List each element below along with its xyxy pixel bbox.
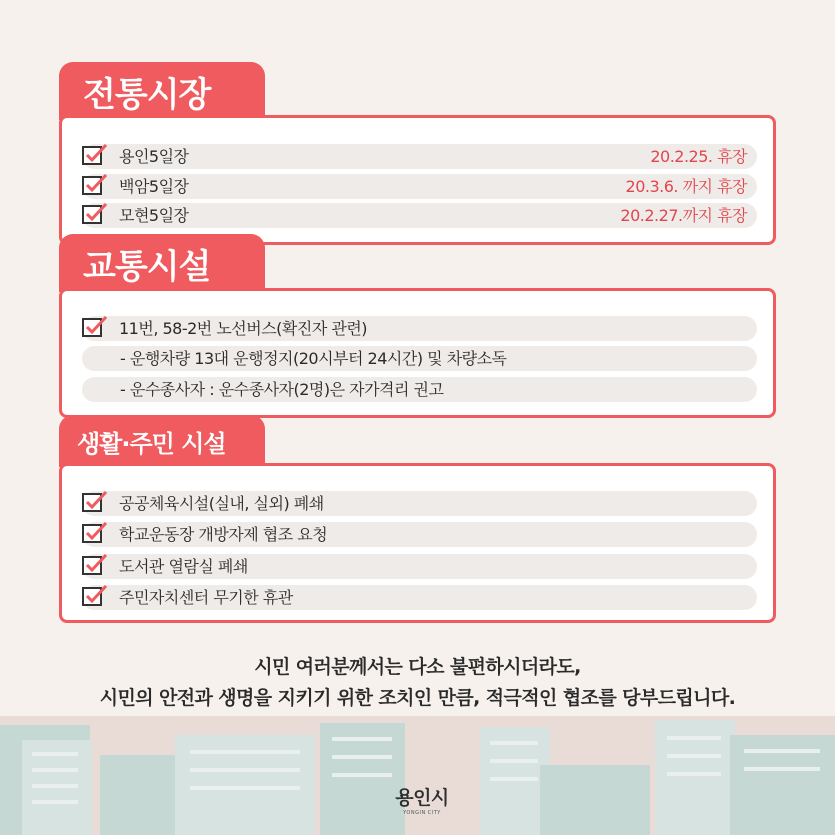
yongin-city-logo	[387, 783, 457, 816]
item-date: 20.2.25. 휴장	[650, 147, 747, 166]
cityscape-illustration	[0, 716, 835, 835]
building	[22, 740, 92, 835]
section-title-market-text: 전통시장	[83, 74, 211, 115]
list-item	[82, 554, 757, 579]
checkbox-checked-icon	[82, 144, 108, 166]
checkbox-checked-icon	[82, 585, 108, 607]
section-title-market	[59, 62, 265, 120]
checkbox-checked-icon	[82, 203, 108, 225]
item-label: 모현5일장	[119, 206, 189, 225]
checkbox-checked-icon	[82, 522, 108, 544]
list-item	[82, 144, 757, 169]
building	[320, 723, 405, 835]
list-item	[82, 346, 757, 371]
checkbox-checked-icon	[82, 174, 108, 196]
building	[730, 735, 835, 835]
list-item	[82, 585, 757, 610]
living-box	[59, 463, 776, 623]
item-date: 20.3.6. 까지 휴장	[625, 177, 747, 196]
list-item	[82, 174, 757, 199]
building	[655, 720, 735, 835]
item-label: 11번, 58-2번 노선버스(확진자 관련)	[119, 319, 368, 338]
notice-line-2: 시민의 안전과 생명을 지키기 위한 조치인 만큼, 적극적인 협조를 당부드립니다.	[99, 687, 736, 709]
building	[175, 735, 315, 835]
item-label: 도서관 열람실 폐쇄	[119, 557, 248, 576]
item-label: 백암5일장	[119, 177, 189, 196]
item-label: 용인5일장	[119, 147, 189, 166]
section-title-transport	[59, 234, 265, 292]
item-detail: - 운수종사자 : 운수종사자(2명)은 자가격리 권고	[120, 380, 444, 399]
section-title-living-text: 생활·주민 시설	[77, 429, 226, 458]
logo-text: 용인시	[395, 787, 449, 809]
transport-box	[59, 288, 776, 418]
notice-line-1: 시민 여러분께서는 다소 불편하시더라도,	[254, 656, 581, 678]
building	[540, 765, 650, 835]
checkbox-checked-icon	[82, 491, 108, 513]
item-date: 20.2.27.까지 휴장	[620, 206, 747, 225]
section-title-transport-text: 교통시설	[83, 246, 211, 287]
checkbox-checked-icon	[82, 316, 108, 338]
list-item	[82, 522, 757, 547]
item-label: 학교운동장 개방자제 협조 요청	[119, 525, 328, 544]
item-detail: - 운행차량 13대 운행정지(20시부터 24시간) 및 차량소독	[120, 349, 507, 368]
checkbox-checked-icon	[82, 554, 108, 576]
market-box	[59, 115, 776, 245]
list-item	[82, 203, 757, 228]
logo-subtext: YONGIN CITY	[403, 810, 441, 816]
list-item	[82, 377, 757, 402]
item-label: 공공체육시설(실내, 실외) 폐쇄	[119, 494, 324, 513]
section-title-living	[59, 415, 265, 467]
list-item	[82, 491, 757, 516]
list-item	[82, 316, 757, 341]
item-label: 주민자치센터 무기한 휴관	[119, 588, 293, 607]
